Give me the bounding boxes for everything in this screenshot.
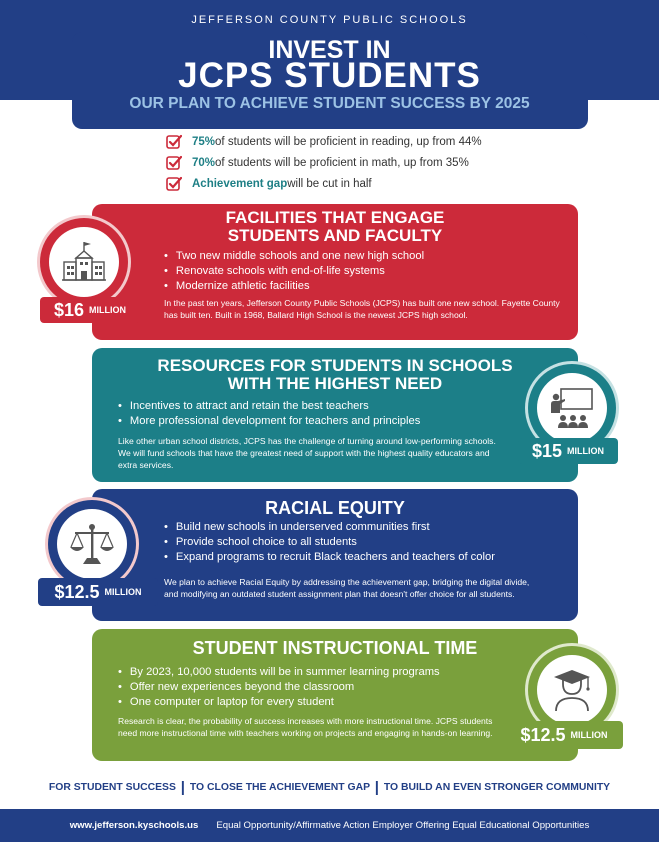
section-paragraph: We plan to achieve Racial Equity by addressing the achievement gap, bridging the digital divide, and modifying an outdated student assignment plan that doesn't offer choice for all students. [164, 577, 530, 599]
checkbox-check-icon [166, 134, 182, 150]
footer-tagline [0, 779, 659, 796]
list-item: • Incentives to attract and retain the best teachers [118, 399, 528, 414]
tagline-separator: | [374, 779, 379, 796]
racial-equity-section [92, 489, 578, 621]
bullet-list [118, 665, 538, 710]
goal-text: of students will be proficient in reading, up from 44% [215, 136, 482, 148]
footer-bar [0, 809, 659, 842]
page-title-line2: JCPS STUDENTS [178, 56, 481, 95]
section-title: STUDENT INSTRUCTIONAL TIME [192, 638, 478, 658]
amount-value: $15 [531, 440, 563, 461]
goal-text: of students will be proficient in math, up from 35% [215, 157, 469, 169]
goal-highlight: Achievement gap [192, 178, 288, 190]
section-title: RACIAL EQUITY [265, 498, 405, 518]
section-paragraph: In the past ten years, Jefferson County Public Schools (JCPS) has built one new school. Fayette County has built ten. Built in 1968, Ballard High School is the newest JCPS high school. [164, 298, 560, 320]
facilities-amount-badge [40, 297, 140, 323]
amount-value: $16 [53, 299, 85, 320]
goal-highlight: 70% [192, 157, 216, 169]
amount-value: $12.5 [520, 724, 566, 745]
goal-item [166, 175, 372, 193]
racial-equity-icon-circle [48, 500, 136, 588]
list-item: • By 2023, 10,000 students will be in summer learning programs [118, 665, 538, 680]
goal-highlight: 75% [192, 136, 216, 148]
page-title-line1: INVEST IN [268, 36, 391, 64]
school-building-icon [60, 240, 108, 284]
goal-text: will be cut in half [287, 178, 372, 190]
amount-unit: MILLION [567, 446, 605, 456]
goal-item [166, 154, 469, 172]
list-item: • One computer or laptop for every student [118, 695, 538, 710]
list-item: • Two new middle schools and one new high school [164, 249, 564, 264]
bullet-list [118, 399, 528, 429]
goal-item [166, 133, 482, 151]
tagline-part: TO BUILD AN EVEN STRONGER COMMUNITY [383, 782, 611, 793]
equal-opportunity-notice: Equal Opportunity/Affirmative Action Employer Offering Equal Educational Opportunities [216, 820, 590, 831]
website-link[interactable]: www.jefferson.kyschools.us [69, 820, 199, 831]
resources-amount-badge [518, 438, 618, 464]
page-subtitle: OUR PLAN TO ACHIEVE STUDENT SUCCESS BY 2025 [129, 95, 530, 112]
racial-equity-amount-badge [38, 578, 158, 606]
list-item: • Provide school choice to all students [164, 535, 574, 550]
resources-section [92, 348, 578, 482]
section-paragraph: Research is clear, the probability of success increases with more instructional time. JCPS students need more instructional time with teachers working on projects and engaging in hands-on learning. [118, 716, 493, 738]
list-item: • Build new schools in underserved communities first [164, 520, 574, 535]
checkbox-check-icon [166, 155, 182, 171]
amount-unit: MILLION [89, 305, 127, 315]
teacher-presentation-icon [549, 387, 595, 429]
org-name: JEFFERSON COUNTY PUBLIC SCHOOLS [191, 14, 468, 26]
tagline-part: FOR STUDENT SUCCESS [48, 782, 176, 793]
section-paragraph: Like other urban school districts, JCPS has the challenge of turning around low-performing schools. We will fund schools that have the greatest need of support with the highest quality educators and extra services. [118, 436, 496, 470]
facilities-icon-circle [40, 218, 128, 306]
scales-icon [69, 522, 115, 566]
amount-unit: MILLION [570, 730, 608, 740]
bullet-list [164, 249, 564, 294]
list-item: • Expand programs to recruit Black teachers and teachers of color [164, 550, 574, 565]
amount-value: $12.5 [54, 581, 100, 602]
checkbox-check-icon [166, 176, 182, 192]
tagline-part: TO CLOSE THE ACHIEVEMENT GAP [189, 782, 370, 793]
list-item: • Modernize athletic facilities [164, 279, 564, 294]
list-item: • Offer new experiences beyond the classroom [118, 680, 538, 695]
list-item: • Renovate schools with end-of-life systems [164, 264, 564, 279]
facilities-section [92, 204, 578, 340]
list-item: • More professional development for teachers and principles [118, 414, 528, 429]
tagline-separator: | [180, 779, 185, 796]
section-title: RESOURCES FOR STUDENTS IN SCHOOLS WITH THE HIGHEST NEED [157, 356, 513, 393]
graduate-icon [550, 668, 594, 712]
section-title: FACILITIES THAT ENGAGE STUDENTS AND FACULTY [225, 208, 445, 245]
bullet-list [164, 520, 574, 565]
amount-unit: MILLION [104, 587, 142, 597]
instructional-time-amount-badge [505, 721, 623, 749]
